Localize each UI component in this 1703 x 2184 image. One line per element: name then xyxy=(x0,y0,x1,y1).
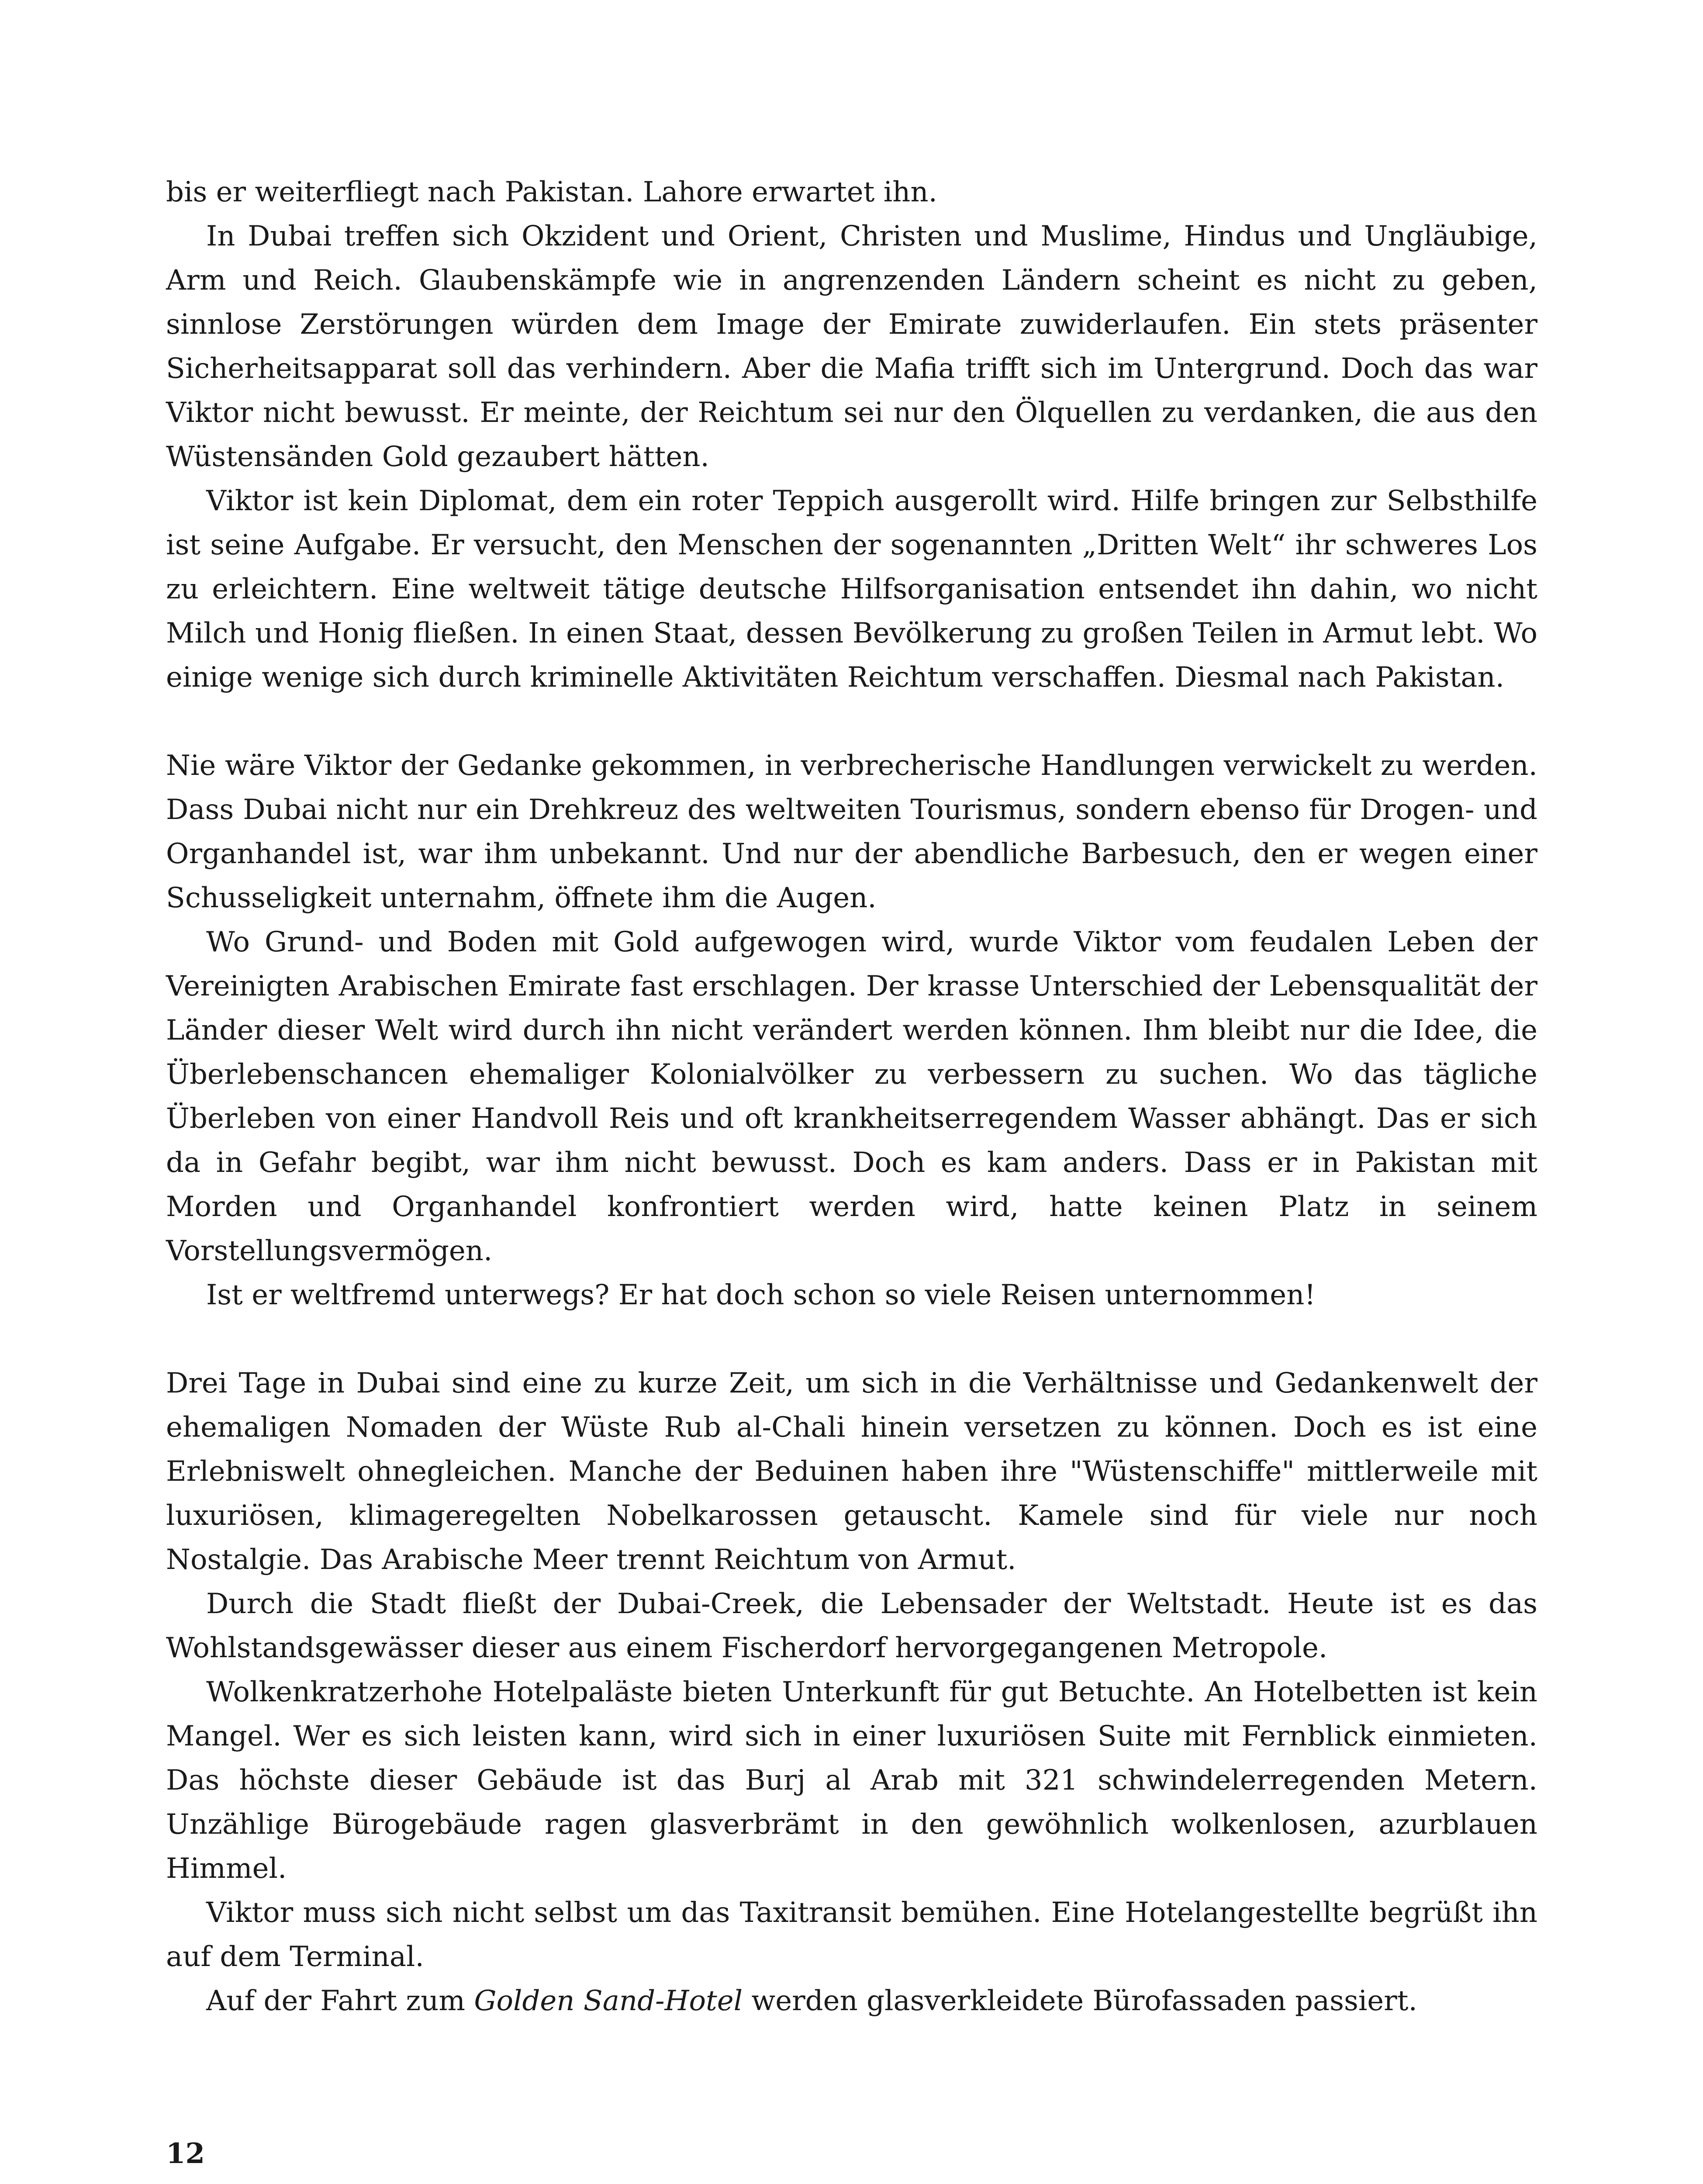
page-number: 12 xyxy=(166,2137,205,2170)
paragraph: Viktor ist kein Diplomat, dem ein roter Teppich ausgerollt wird. Hilfe bringen zur Selbsthilfe ist seine Aufgabe. Er versucht, den Menschen der sogenannten „Dritten Welt“ ihr schweres Los zu erleichtern. Eine weltweit tätige deutsche Hilfsorganisation entsendet ihn dahin, wo nicht Milch und Honig fließen. In einen Staat, dessen Bevölkerung zu großen Teilen in Armut lebt. Wo einige wenige sich durch kriminelle Aktivitäten Reichtum verschaffen. Diesmal nach Pakistan. xyxy=(166,485,1537,694)
body-text xyxy=(166,170,1537,2023)
paragraph: Ist er weltfremd unterwegs? Er hat doch schon so viele Reisen unternommen! xyxy=(206,1279,1316,1311)
hotel-name-italic: Golden Sand-Hotel xyxy=(474,1985,743,2017)
paragraph: bis er weiterfliegt nach Pakistan. Lahore erwartet ihn. xyxy=(166,176,937,208)
paragraph: Drei Tage in Dubai sind eine zu kurze Zeit, um sich in die Verhältnisse und Gedankenwelt der ehemaligen Nomaden der Wüste Rub al-Chali hinein versetzen zu können. Doch es ist eine Erlebniswelt ohnegleichen. Manche der Beduinen haben ihre "Wüstenschiffe" mittlerweile mit luxuriösen, klimageregelten Nobelkarossen getauscht. Kamele sind für viele nur noch Nostalgie. Das Arabische Meer trennt Reichtum von Armut. xyxy=(166,1367,1537,1576)
paragraph: Wo Grund- und Boden mit Gold aufgewogen wird, wurde Viktor vom feudalen Leben der Vereinigten Arabischen Emirate fast erschlagen. Der krasse Unterschied der Lebensqualität der Länder dieser Welt wird durch ihn nicht verändert werden können. Ihm bleibt nur die Idee, die Überlebenschancen ehemaliger Kolonialvölker zu verbessern zu suchen. Wo das tägliche Überleben von einer Handvoll Reis und oft krankheitserregendem Wasser abhängt. Das er sich da in Gefahr begibt, war ihm nicht bewusst. Doch es kam anders. Dass er in Pakistan mit Morden und Organhandel konfrontiert werden wird, hatte keinen Platz in seinem Vorstellungsvermögen. xyxy=(166,926,1537,1267)
paragraph: Nie wäre Viktor der Gedanke gekommen, in verbrecherische Handlungen verwickelt zu werden. Dass Dubai nicht nur ein Drehkreuz des weltweiten Tourismus, sondern ebenso für Drogen- und Organhandel ist, war ihm unbekannt. Und nur der abendliche Barbesuch, den er wegen einer Schusseligkeit unternahm, öffnete ihm die Augen. xyxy=(166,750,1537,914)
paragraph: In Dubai treffen sich Okzident und Orient, Christen und Muslime, Hindus und Ungläubige, Arm und Reich. Glaubenskämpfe wie in angrenzenden Ländern scheint es nicht zu geben, sinnlose Zerstörungen würden dem Image der Emirate zuwiderlaufen. Ein stets präsenter Sicherheitsapparat soll das verhindern. Aber die Mafia trifft sich im Untergrund. Doch das war Viktor nicht bewusst. Er meinte, der Reichtum sei nur den Ölquellen zu verdanken, die aus den Wüstensänden Gold gezaubert hätten. xyxy=(166,220,1537,473)
text-run: werden glasverkleidete Bürofassaden passiert. xyxy=(743,1985,1417,2017)
paragraph: Durch die Stadt fließt der Dubai-Creek, die Lebensader der Weltstadt. Heute ist es das Wohlstandsgewässer dieser aus einem Fischerdorf hervorgegangenen Metropole. xyxy=(166,1588,1537,1664)
paragraph: Viktor muss sich nicht selbst um das Taxitransit bemühen. Eine Hotelangestellte begrüßt ihn auf dem Terminal. xyxy=(166,1897,1537,1973)
paragraph-last xyxy=(166,1979,1537,2023)
text-run: Auf der Fahrt zum xyxy=(206,1985,474,2017)
paragraph: Wolkenkratzerhohe Hotelpaläste bieten Unterkunft für gut Betuchte. An Hotelbetten ist kein Mangel. Wer es sich leisten kann, wird sich in einer luxuriösen Suite mit Fernblick einmieten. Das höchste dieser Gebäude ist das Burj al Arab mit 321 schwindelerregenden Metern. Unzählige Bürogebäude ragen glasverbrämt in den gewöhnlich wolkenlosen, azurblauen Himmel. xyxy=(166,1676,1537,1885)
